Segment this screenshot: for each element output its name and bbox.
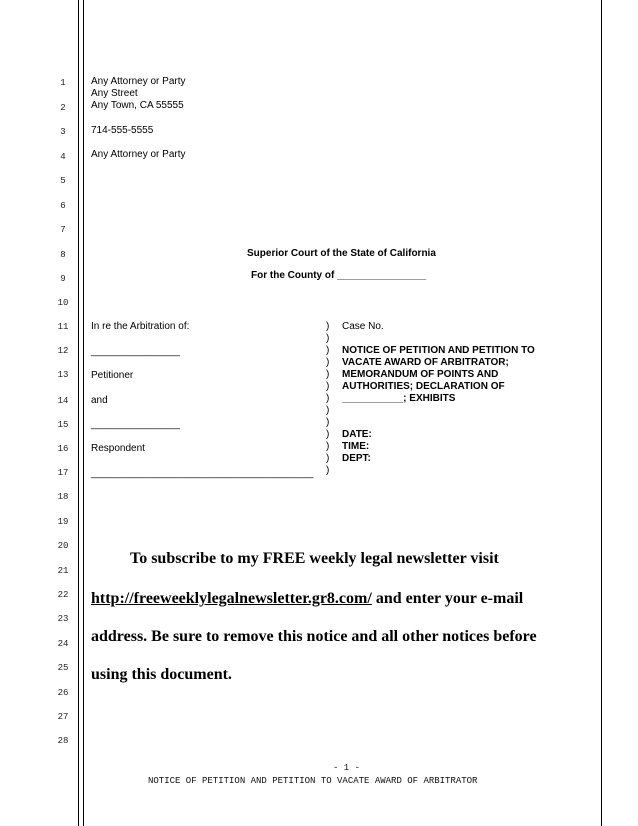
line-number: 14 xyxy=(57,396,69,406)
line-number: 28 xyxy=(57,736,69,746)
line-number: 11 xyxy=(57,322,69,332)
document-title-line: NOTICE OF PETITION AND PETITION TO xyxy=(342,345,535,356)
attorney-name: Any Attorney or Party xyxy=(91,76,186,87)
paren: ) xyxy=(326,381,330,392)
paren: ) xyxy=(326,333,330,344)
court-name: Superior Court of the State of California xyxy=(247,248,436,259)
line-number: 24 xyxy=(57,639,69,649)
left-margin-rule-inner xyxy=(83,0,84,826)
document-title-line: AUTHORITIES; DECLARATION OF xyxy=(342,381,505,392)
respondent-label: Respondent xyxy=(91,443,145,454)
attorney-phone: 714-555-5555 xyxy=(91,125,154,136)
paren: ) xyxy=(326,405,330,416)
line-number: 17 xyxy=(57,468,69,478)
paren: ) xyxy=(326,453,330,464)
petitioner-blank: ________________ xyxy=(91,346,180,357)
notice-line-2-rest: and enter your e-mail xyxy=(371,590,524,607)
line-number: 3 xyxy=(60,127,66,137)
paren: ) xyxy=(326,441,330,452)
line-number: 23 xyxy=(57,614,69,624)
line-number: 27 xyxy=(57,712,69,722)
notice-line-4: using this document. xyxy=(91,666,232,683)
paren: ) xyxy=(326,417,330,428)
notice-line-3: address. Be sure to remove this notice and all other notices before xyxy=(91,628,537,645)
line-number: 9 xyxy=(60,274,66,284)
in-re-label: In re the Arbitration of: xyxy=(91,321,190,332)
line-number: 15 xyxy=(57,420,69,430)
line-number: 4 xyxy=(60,152,66,162)
line-number: 5 xyxy=(60,176,66,186)
caption-bottom-line: ________________________________________ xyxy=(91,468,314,479)
line-number: 18 xyxy=(57,492,69,502)
line-number: 16 xyxy=(57,444,69,454)
court-county: For the County of ________________ xyxy=(251,270,427,281)
hearing-time-label: TIME: xyxy=(342,441,370,452)
respondent-blank: ________________ xyxy=(91,419,180,430)
attorney-city: Any Town, CA 55555 xyxy=(91,100,184,111)
line-number: 12 xyxy=(57,346,69,356)
line-number: 2 xyxy=(60,103,66,113)
notice-line-2 xyxy=(91,590,523,608)
page-number: - 1 - xyxy=(333,763,361,773)
paren: ) xyxy=(326,369,330,380)
document-title-line: VACATE AWARD OF ARBITRATOR; xyxy=(342,357,509,368)
line-number: 6 xyxy=(60,201,66,211)
line-number: 26 xyxy=(57,688,69,698)
left-margin-rule-outer xyxy=(78,0,79,826)
paren: ) xyxy=(326,465,330,476)
hearing-dept-label: DEPT: xyxy=(342,453,371,464)
newsletter-link[interactable]: http://freeweeklylegalnewsletter.gr8.com/ xyxy=(91,590,372,607)
document-title-line: MEMORANDUM OF POINTS AND xyxy=(342,369,499,380)
line-number: 22 xyxy=(57,590,69,600)
line-number: 7 xyxy=(60,225,66,235)
and-label: and xyxy=(91,395,108,406)
line-number: 19 xyxy=(57,517,69,527)
paren: ) xyxy=(326,393,330,404)
line-number: 10 xyxy=(57,298,69,308)
line-number: 25 xyxy=(57,663,69,673)
paren: ) xyxy=(326,429,330,440)
attorney-for: Any Attorney or Party xyxy=(91,149,186,160)
case-number-label: Case No. xyxy=(342,321,384,332)
paren: ) xyxy=(326,321,330,332)
line-number: 8 xyxy=(60,250,66,260)
paren: ) xyxy=(326,357,330,368)
footer-title: NOTICE OF PETITION AND PETITION TO VACATE AWARD OF ARBITRATOR xyxy=(148,776,478,786)
petitioner-label: Petitioner xyxy=(91,370,134,381)
document-title-line: ___________; EXHIBITS xyxy=(342,393,456,404)
notice-line-1: To subscribe to my FREE weekly legal newsletter visit xyxy=(130,550,499,567)
attorney-street: Any Street xyxy=(91,88,138,99)
paren: ) xyxy=(326,345,330,356)
right-margin-rule xyxy=(601,0,602,826)
line-number: 1 xyxy=(60,78,66,88)
hearing-date-label: DATE: xyxy=(342,429,372,440)
line-number: 13 xyxy=(57,370,69,380)
line-number: 21 xyxy=(57,566,69,576)
line-number: 20 xyxy=(57,541,69,551)
